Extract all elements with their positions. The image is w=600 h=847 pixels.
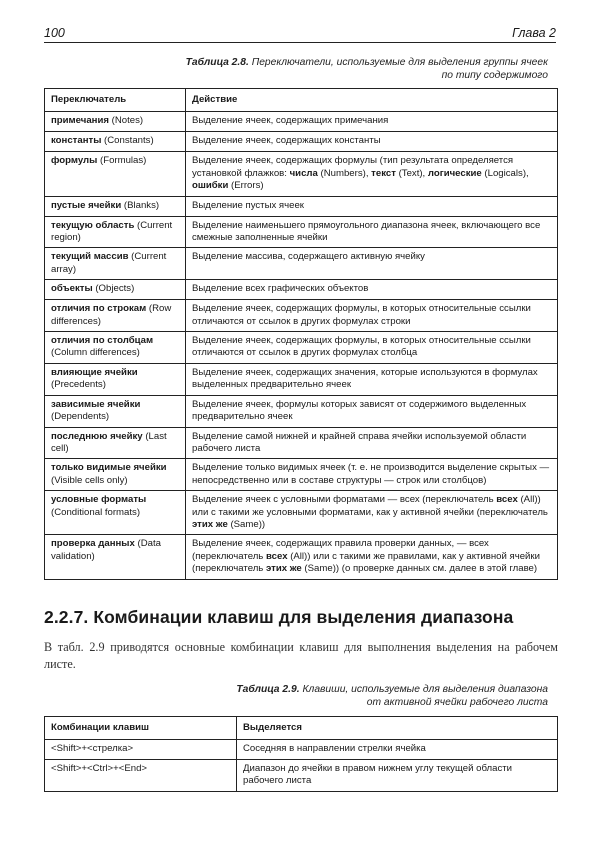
bold-text: пустые ячейки [51, 199, 122, 211]
action-cell [186, 491, 558, 535]
table-row [45, 491, 558, 535]
running-header [44, 26, 556, 43]
column-header: Выделяется [237, 717, 558, 740]
bold-text: зависимые ячейки [51, 398, 141, 410]
switch-cell [45, 535, 186, 579]
table-row [45, 300, 558, 332]
bold-text: ошибки [192, 180, 229, 192]
bold-text: этих же [265, 563, 302, 575]
table-row [45, 248, 558, 280]
text: (Row differences) [51, 303, 172, 327]
text: (Objects) [92, 283, 135, 295]
table-row [45, 196, 558, 216]
text: Выделение ячеек с условными форматами — всех (переключатель [192, 494, 497, 506]
text: (Errors) [228, 180, 264, 192]
bold-text: текущий массив [51, 251, 129, 263]
text: (Blanks) [121, 199, 160, 211]
action-cell [186, 132, 558, 152]
text: Выделение ячеек, содержащих формулы, в которых относительные ссылки отличаются от ссылок в других формулах строки [192, 303, 531, 327]
text: (Dependents) [51, 411, 110, 423]
text: (Column differences) [51, 347, 140, 359]
switch-cell [45, 427, 186, 459]
bold-text: всех [496, 494, 518, 506]
column-header: Комбинации клавиш [45, 717, 237, 740]
action-cell [237, 740, 558, 759]
switch-cell [45, 363, 186, 395]
text: (Same)) [227, 518, 266, 530]
table-row [45, 363, 558, 395]
action-cell [186, 152, 558, 196]
bold-text: этих же [192, 518, 228, 530]
table-header-row [45, 717, 558, 740]
column-header: Действие [186, 89, 558, 112]
table-row [45, 395, 558, 427]
table-header-row [45, 89, 558, 112]
bold-text: только видимые ячейки [51, 462, 167, 474]
body-paragraph: В табл. 2.9 приводятся основные комбинации клавиш для выполнения выделения на рабочем листе. [44, 640, 558, 671]
action-cell [186, 112, 558, 132]
caption-label: Таблица 2.9. [236, 684, 300, 695]
text: (Current region) [51, 219, 173, 244]
text: (Conditional formats) [51, 506, 141, 518]
text: (Text), [395, 167, 428, 179]
table-row [45, 112, 558, 132]
switch-cell [45, 491, 186, 535]
bold-text: логические [427, 167, 482, 179]
bold-text: формулы [51, 155, 98, 167]
caption-label: Таблица 2.8. [185, 57, 249, 68]
text: (All)) или с такими же условными форматами, как у активной ячейки (переключатель [192, 494, 548, 518]
action-cell [186, 280, 558, 300]
bold-text: влияющие ячейки [51, 366, 138, 378]
text: (Logicals), [481, 167, 529, 179]
bold-text: условные форматы [51, 494, 147, 506]
action-cell [186, 248, 558, 280]
bold-text: объекты [51, 283, 93, 295]
bold-text: отличия по столбцам [51, 335, 154, 347]
text: <Shift>+<стрелка> [51, 743, 134, 755]
text: Выделение ячеек, содержащих правила проверки данных, — всех (переключатель [192, 538, 489, 562]
table-2-9-caption [236, 683, 548, 709]
switch-cell [45, 280, 186, 300]
action-cell [237, 759, 558, 791]
text: Выделение всех графических объектов [192, 283, 369, 295]
action-cell [186, 427, 558, 459]
switch-cell [45, 395, 186, 427]
table-row [45, 132, 558, 152]
text: Выделение пустых ячеек [192, 199, 304, 211]
text: (Last cell) [51, 430, 167, 454]
action-cell [186, 332, 558, 364]
switch-cell [45, 216, 186, 248]
bold-text: проверка данных [51, 538, 135, 550]
text: Выделение ячеек, содержащих константы [192, 135, 381, 147]
text: (Formulas) [97, 155, 147, 167]
chapter-title: Глава 2 [512, 26, 556, 40]
text: (Notes) [108, 115, 144, 127]
switch-cell [45, 300, 186, 332]
text: Выделение только видимых ячеек (т. е. не производится выделение скрытых — непосредственно или в составе структуры — строк или столбцов) [192, 462, 550, 486]
bold-text: всех [265, 550, 288, 562]
text: Диапазон до ячейки в правом нижнем углу текущей области рабочего листа [243, 762, 512, 787]
text: Выделение самой нижней и крайней справа ячейки используемой области рабочего листа [192, 430, 527, 454]
bold-text: константы [51, 135, 102, 147]
caption-text: от активной ячейки рабочего листа [366, 697, 548, 708]
switch-cell [45, 196, 186, 216]
table-2-8-caption [186, 56, 548, 82]
table-row [45, 740, 558, 759]
text: (Same)) (о проверке данных см. далее в этой главе) [301, 563, 538, 575]
page-number: 100 [44, 26, 65, 40]
bold-text: примечания [51, 115, 109, 127]
text: (Data validation) [51, 538, 161, 562]
table-body [45, 740, 558, 791]
table-row [45, 427, 558, 459]
text: Выделение ячеек, содержащих формулы (тип результата определяется установкой флажков: [192, 155, 514, 179]
bold-text: отличия по строкам [51, 303, 147, 315]
text: Выделение массива, содержащего активную ячейку [192, 251, 425, 263]
column-header: Переключатель [45, 89, 186, 112]
text: (Numbers), [317, 167, 372, 179]
table-row [45, 535, 558, 579]
switch-cell [45, 740, 237, 759]
bold-text: текущую область [51, 219, 135, 231]
switch-cell [45, 152, 186, 196]
table-row [45, 759, 558, 791]
text: (All)) или с такими же правилами, как у активной ячейки (переключатель [192, 550, 540, 575]
action-cell [186, 196, 558, 216]
caption-text: Клавиши, используемые для выделения диапазона [302, 684, 548, 695]
section-heading: 2.2.7. Комбинации клавиш для выделения диапазона [44, 607, 514, 627]
table-body [45, 112, 558, 579]
table-row [45, 216, 558, 248]
text: Выделение ячеек, формулы которых зависят от содержимого выделенных предварительно ячеек [192, 398, 527, 423]
table-row [45, 459, 558, 491]
text: Выделение ячеек, содержащих формулы, в которых относительные ссылки отличаются от ссылок в других формулах столбца [192, 335, 531, 359]
table-row [45, 280, 558, 300]
switch-cell [45, 459, 186, 491]
bold-text: текст [371, 167, 396, 179]
switch-cell [45, 248, 186, 280]
text: (Precedents) [51, 379, 106, 391]
switch-cell [45, 112, 186, 132]
text: (Visible cells only) [51, 474, 128, 486]
caption-text: по типу содержимого [441, 70, 548, 81]
text: Выделение ячеек, содержащих значения, которые используются в формулах выделенных предварительно ячеек [192, 366, 538, 391]
action-cell [186, 535, 558, 579]
table-row [45, 152, 558, 196]
action-cell [186, 216, 558, 248]
table-row [45, 332, 558, 364]
table-2-8 [44, 88, 558, 580]
text: Выделение ячеек, содержащих примечания [192, 115, 389, 127]
switch-cell [45, 332, 186, 364]
text: (Current array) [51, 251, 167, 275]
switch-cell [45, 132, 186, 152]
text: (Constants) [101, 135, 154, 147]
text: <Shift>+<Ctrl>+<End> [51, 762, 148, 774]
table-2-9 [44, 716, 558, 792]
action-cell [186, 300, 558, 332]
action-cell [186, 395, 558, 427]
action-cell [186, 459, 558, 491]
switch-cell [45, 759, 237, 791]
action-cell [186, 363, 558, 395]
bold-text: числа [289, 167, 318, 179]
text: Выделение наименьшего прямоугольного диапазона ячеек, включающего все смежные заполненные ячейки [192, 219, 541, 244]
caption-text: Переключатели, используемые для выделения группы ячеек [251, 57, 548, 68]
bold-text: последнюю ячейку [51, 430, 143, 442]
text: Соседняя в направлении стрелки ячейка [243, 743, 426, 755]
